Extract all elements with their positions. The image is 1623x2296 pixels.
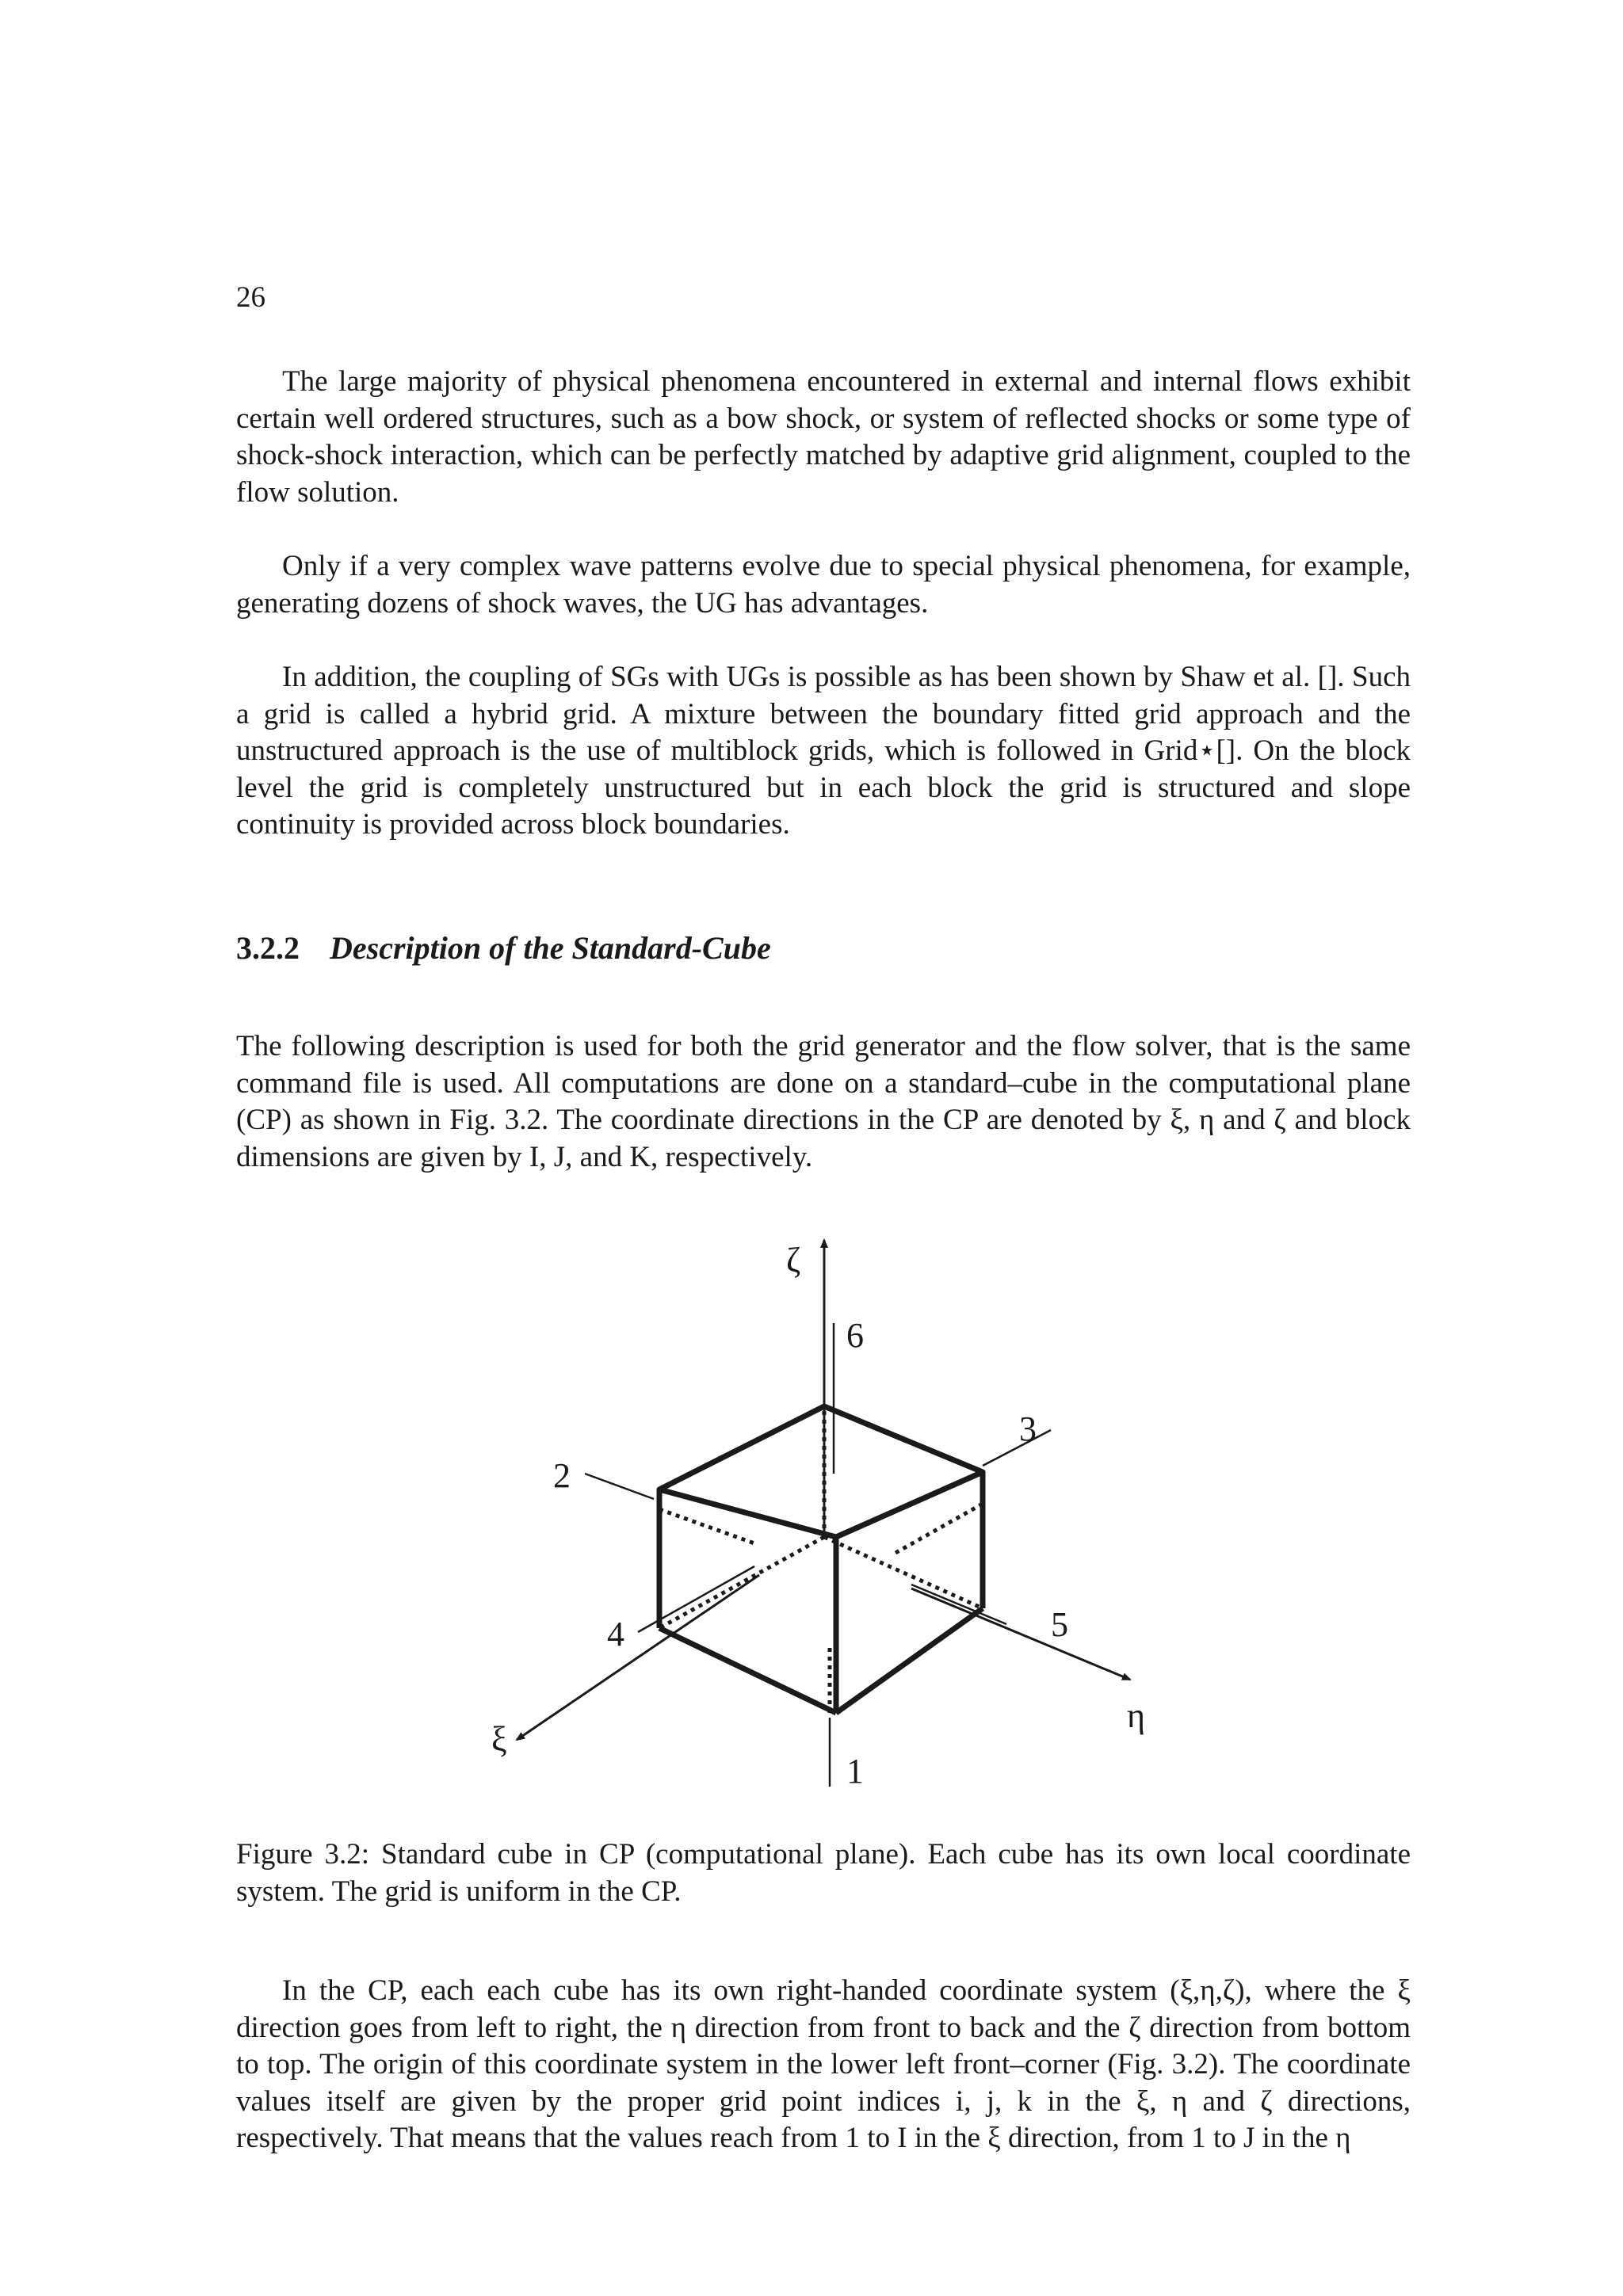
section-number: 3.2.2	[236, 930, 300, 966]
standard-cube-figure	[444, 1204, 1173, 1791]
section-heading	[236, 929, 771, 968]
paragraph-complex-waves: Only if a very complex wave patterns evolve due to special physical phenomena, for example, generating dozens of shock waves, the UG has advantages.	[236, 550, 1411, 620]
figure-caption: Figure 3.2: Standard cube in CP (computational plane). Each cube has its own local coordinate system. The grid is uniform in the CP.	[236, 1838, 1411, 1908]
face-label-2: 2	[553, 1456, 571, 1495]
section-title: Description of the Standard-Cube	[330, 930, 771, 966]
face-label-4: 4	[607, 1615, 624, 1653]
cube-visible-edges	[659, 1406, 983, 1713]
zeta-axis-label: ζ	[786, 1241, 801, 1280]
face-label-1: 1	[846, 1752, 864, 1791]
xi-axis-label: ξ	[491, 1720, 507, 1759]
paragraph-hybrid-grid: In addition, the coupling of SGs with UGs is possible as has been shown by Shaw et al. []. Such a grid is called a hybrid grid. A mixture between the boundary fitted grid approach and the unstructured approach is the use of multiblock grids, which is followed in Grid⋆[]. On the block level the grid is completely unstructured but in each block the grid is structured and slope continuity is provided across block boundaries.	[236, 661, 1411, 841]
paragraph-coordinate-system: In the CP, each each cube has its own right-handed coordinate system (ξ,η,ζ), where the ξ direction goes from left to right, the η direction from front to back and the ζ direction from bottom to top. The origin of this coordinate system in the lower left front–corner (Fig. 3.2). The coordinate values itself are given by the proper grid point indices i, j, k in the ξ, η and ζ directions, respectively. That means that the values reach from 1 to I in the ξ direction, from 1 to J in the η	[236, 1974, 1411, 2154]
cube-diagram	[444, 1204, 1173, 1791]
paragraph-cube-description: The following description is used for both the grid generator and the flow solver, that is the same command file is used. All computations are done on a standard–cube in the computational plane (CP) as shown in Fig. 3.2. The coordinate directions in the CP are denoted by ξ, η and ζ and block dimensions are given by I, J, and K, respectively.	[236, 1030, 1411, 1173]
face-label-3: 3	[1019, 1409, 1037, 1448]
page-number: 26	[236, 281, 265, 314]
eta-axis-label: η	[1127, 1696, 1146, 1735]
face-label-5: 5	[1051, 1605, 1068, 1644]
paragraph-flow-structures: The large majority of physical phenomena encountered in external and internal flows exhibit certain well ordered structures, such as a bow shock, or system of reflected shocks or some type of shock-shock interaction, which can be perfectly matched by adaptive grid alignment, coupled to the flow solution.	[236, 365, 1411, 509]
face-label-6: 6	[846, 1316, 864, 1355]
